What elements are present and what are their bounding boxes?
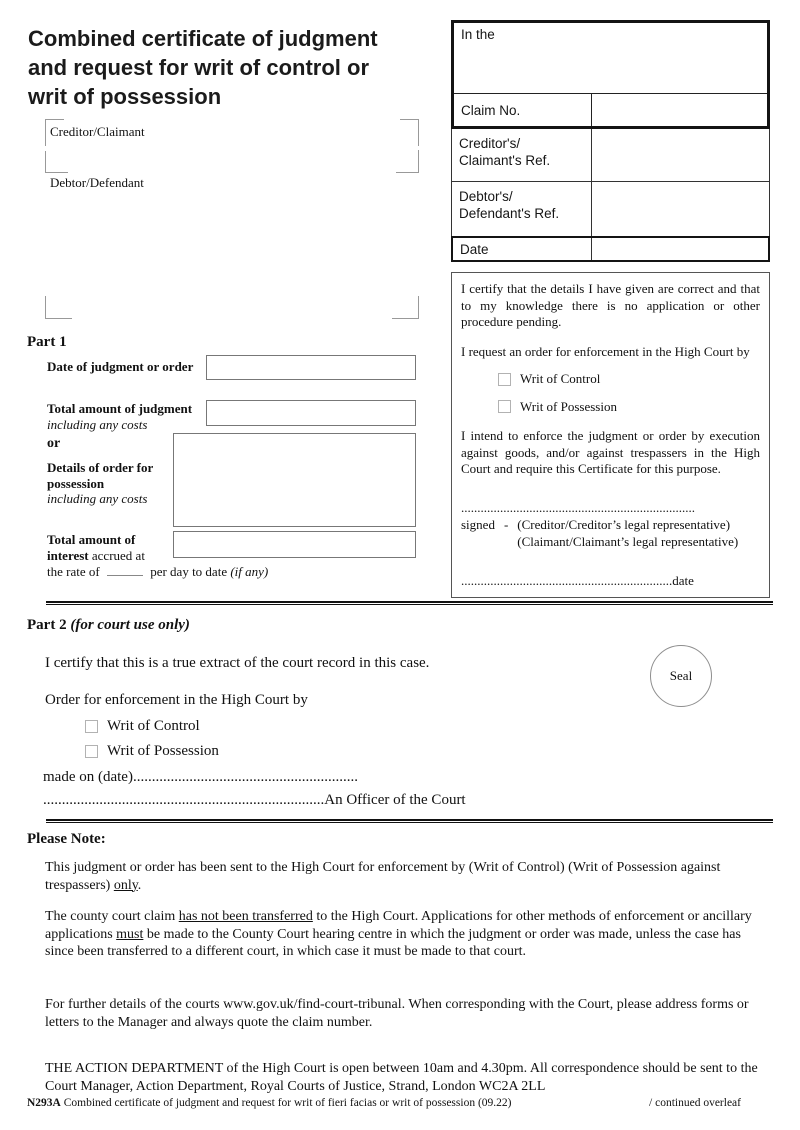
form-title-line3: writ of possession xyxy=(28,84,222,109)
date-of-judgment-field[interactable] xyxy=(206,355,416,380)
creditor-ref-label: Creditor's/ Claimant's Ref. xyxy=(452,129,592,181)
part2-heading: Part 2 (for court use only) xyxy=(27,617,190,633)
claim-no-row xyxy=(454,94,767,126)
form-title xyxy=(28,24,448,111)
certify-details-paragraph: I certify that the details I have given are correct and that to my knowledge there is no application or other procedure pending. xyxy=(461,281,760,329)
note-paragraph-1: This judgment or order has been sent to the High Court for enforcement by (Writ of Control) (Writ of Possession against trespassers) only. xyxy=(45,860,721,893)
claim-no-value-cell[interactable] xyxy=(592,94,767,126)
signature-line[interactable]: ........................................................................ xyxy=(461,499,695,515)
section-divider-rule xyxy=(46,601,773,605)
note-paragraph-4: THE ACTION DEPARTMENT of the High Court is open between 10am and 4.30pm. All correspondence should be sent to the Court Manager, Action Department, Royal Courts of Justice, Strand, London WC2A 2LL xyxy=(45,1061,758,1094)
request-enforcement-paragraph: I request an order for enforcement in the High Court by xyxy=(461,343,750,359)
total-judgment-field[interactable] xyxy=(206,400,416,426)
court-claim-block xyxy=(451,20,770,129)
court-seal-placeholder: Seal xyxy=(650,645,712,707)
date-label: Date xyxy=(453,238,592,260)
creditor-ref-row xyxy=(451,129,770,182)
continued-overleaf: / continued overleaf xyxy=(649,1097,741,1109)
part2-certify-line: I certify that this is a true extract of the court record in this case. xyxy=(45,655,430,671)
writ-of-possession-checkbox[interactable] xyxy=(498,400,511,413)
section-divider-rule xyxy=(46,819,773,823)
possession-details-label: Details of order for possession including any costs xyxy=(47,460,154,506)
court-details-table xyxy=(451,20,770,262)
fold-mark-bottom-right xyxy=(392,296,419,319)
rate-blank-field[interactable] xyxy=(107,563,143,576)
creditor-ref-value-cell[interactable] xyxy=(592,129,769,181)
part2-writ-of-possession-checkbox[interactable] xyxy=(85,745,98,758)
intend-enforce-paragraph: I intend to enforce the judgment or order by execution against goods, and/or against trespassers in the High Court and require this Certificate for this purpose. xyxy=(461,428,760,476)
claim-no-label: Claim No. xyxy=(454,94,592,126)
part2-order-line: Order for enforcement in the High Court by xyxy=(45,692,308,708)
debtor-ref-value-cell[interactable] xyxy=(592,182,769,236)
certification-box xyxy=(451,272,770,598)
fold-mark-top-right xyxy=(400,119,419,146)
writ-of-possession-row xyxy=(498,399,760,416)
debtor-ref-label: Debtor's/ Defendant's Ref. xyxy=(452,182,592,236)
interest-rate-line: the rate of per day to date (if any) xyxy=(47,564,269,579)
debtor-ref-row xyxy=(451,182,770,236)
form-title-line1: Combined certificate of judgment xyxy=(28,26,378,51)
made-on-date-line[interactable]: made on (date)............................................................ xyxy=(43,769,358,785)
debtor-defendant-label: Debtor/Defendant xyxy=(50,175,144,190)
writ-of-control-row xyxy=(498,371,760,388)
total-interest-field[interactable] xyxy=(173,531,416,558)
writ-of-possession-label: Writ of Possession xyxy=(520,398,617,414)
in-the-court-cell[interactable] xyxy=(454,23,767,94)
fold-mark-middle-right xyxy=(396,150,419,173)
part2-writ-of-control-checkbox[interactable] xyxy=(85,720,98,733)
date-row xyxy=(451,236,770,262)
part2-writ-of-control-row xyxy=(85,718,200,735)
part2-writ-of-possession-row xyxy=(85,743,219,760)
part2-writ-of-control-label: Writ of Control xyxy=(107,718,200,734)
total-interest-label: Total amount of interest accrued at xyxy=(47,532,145,563)
writ-of-control-label: Writ of Control xyxy=(520,371,601,386)
in-the-label: In the xyxy=(461,27,495,42)
form-code: N293A xyxy=(27,1097,61,1109)
date-signature-line[interactable]: .................................................................date xyxy=(461,572,694,588)
part1-heading: Part 1 xyxy=(27,334,67,350)
note-paragraph-3: For further details of the courts www.gov.uk/find-court-tribunal. When corresponding with the Court, please address forms or letters to the Manager and always quote the claim number. xyxy=(45,997,749,1030)
signed-caption: signed - (Creditor/Creditor’s legal representative) (Claimant/Claimant’s legal representative) xyxy=(461,517,739,549)
part2-writ-of-possession-label: Writ of Possession xyxy=(107,743,219,759)
creditor-claimant-label: Creditor/Claimant xyxy=(50,124,145,139)
please-note-heading: Please Note: xyxy=(27,831,106,847)
fold-mark-bottom-left xyxy=(45,296,72,319)
date-value-cell[interactable] xyxy=(592,238,768,260)
date-of-judgment-label: Date of judgment or order xyxy=(47,359,194,374)
possession-details-field[interactable] xyxy=(173,433,416,527)
note-paragraph-2: The county court claim has not been transferred to the High Court. Applications for other methods of enforcement or ancillary applications must be made to the County Court hearing centre in which the judgment or order was made, unless the case has since been transferred to a different court, in which case it must be made to that court. xyxy=(45,909,752,959)
officer-signature-line[interactable]: ...........................................................................An Officer of the Court xyxy=(43,792,466,808)
form-title-line2: and request for writ of control or xyxy=(28,55,370,80)
total-judgment-label: Total amount of judgment including any costs xyxy=(47,401,193,432)
form-code-line: N293A Combined certificate of judgment and request for writ of fieri facias or writ of possession (09.22) xyxy=(27,1097,512,1109)
writ-of-control-checkbox[interactable] xyxy=(498,373,511,386)
or-label: or xyxy=(47,436,61,451)
fold-mark-middle-left xyxy=(45,151,68,173)
form-footer xyxy=(27,1097,741,1109)
